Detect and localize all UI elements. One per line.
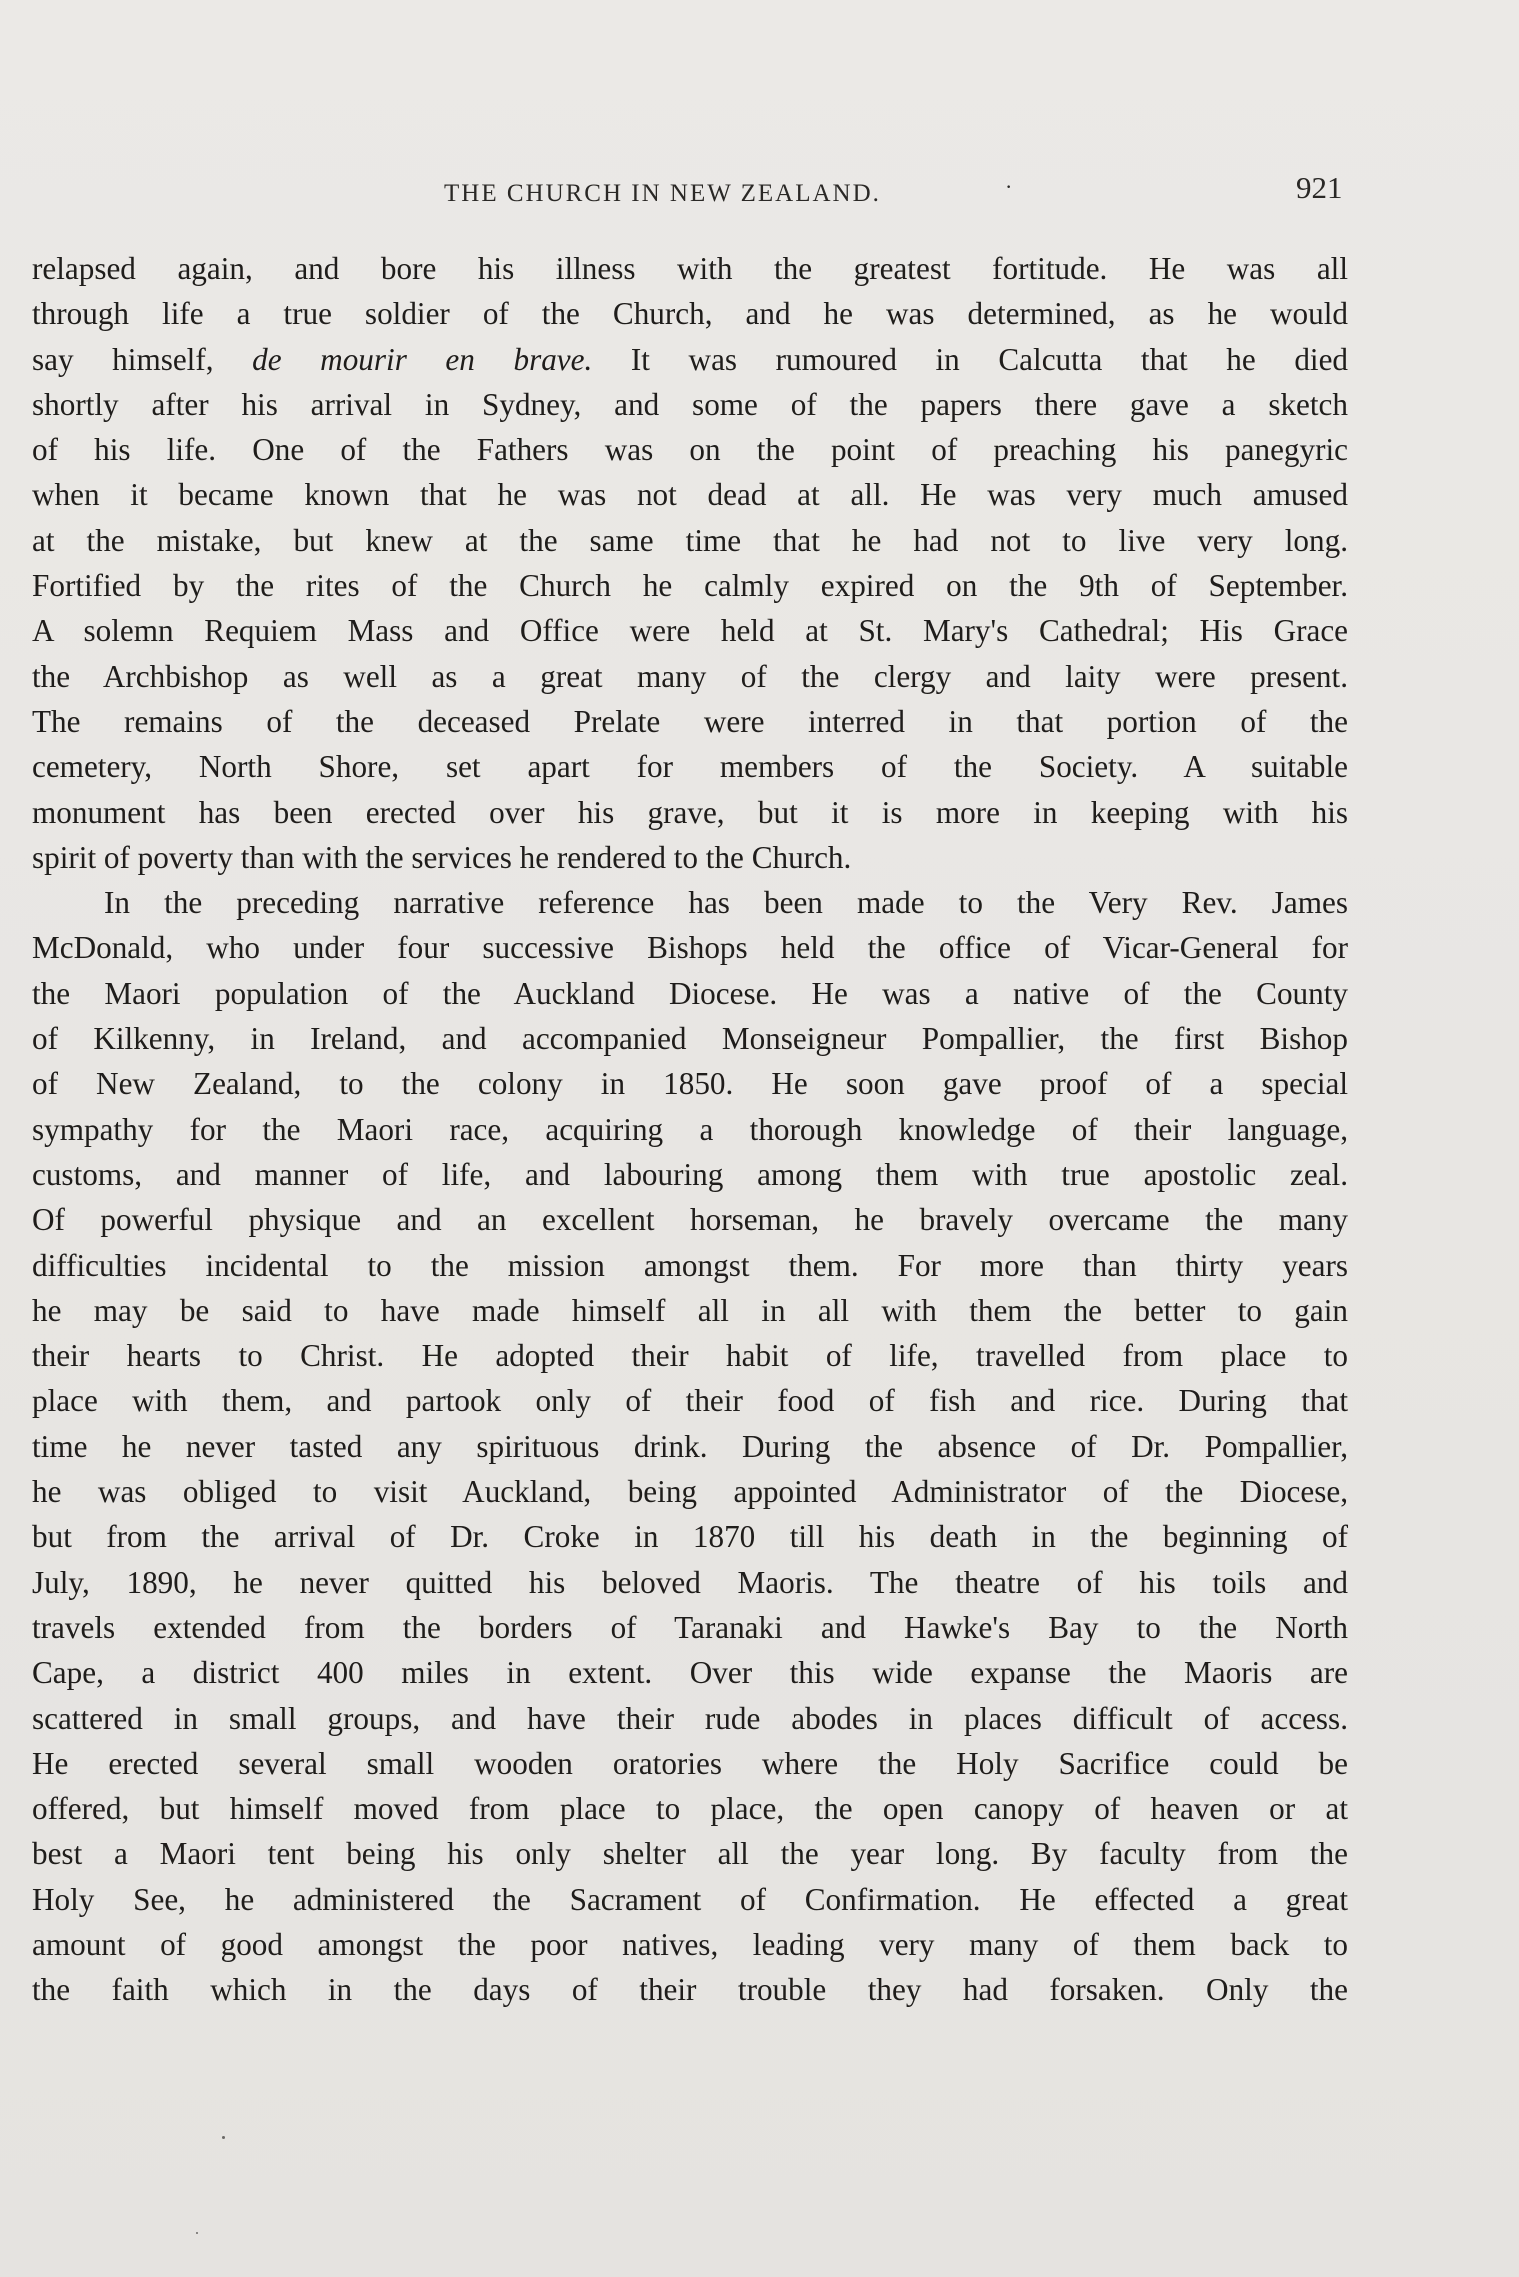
italic-phrase: de mourir en brave. — [252, 341, 593, 377]
text-line: Of powerful physique and an excellent horseman, he bravely overcame the many — [32, 1202, 1348, 1238]
text-line: he may be said to have made himself all in all with them the better to gain — [32, 1292, 1348, 1328]
text-line: of New Zealand, to the colony in 1850. He soon gave proof of a special — [32, 1066, 1348, 1102]
text-line: of his life. One of the Fathers was on the point of preaching his panegyric — [32, 432, 1348, 468]
text-line: July, 1890, he never quitted his beloved Maoris. The theatre of his toils and — [32, 1564, 1348, 1600]
paragraph-last-line: spirit of poverty than with the services he rendered to the Church. — [32, 839, 852, 875]
running-head-dot: · — [1005, 174, 1013, 199]
text-line: shortly after his arrival in Sydney, and some of the papers there gave a sketch — [32, 386, 1348, 422]
paper-speck — [222, 2136, 225, 2139]
text-line: offered, but himself moved from place to place, the open canopy of heaven or at — [32, 1791, 1348, 1827]
text-line: the faith which in the days of their trouble they had forsaken. Only the — [32, 1972, 1348, 2008]
text-segment: It was rumoured in Calcutta that he died — [592, 341, 1349, 377]
text-line: but from the arrival of Dr. Croke in 1870 till his death in the beginning of — [32, 1519, 1348, 1555]
text-line: the Maori population of the Auckland Diocese. He was a native of the County — [32, 975, 1348, 1011]
text-line: difficulties incidental to the mission amongst them. For more than thirty years — [32, 1247, 1348, 1283]
text-line: A solemn Requiem Mass and Office were held at St. Mary's Cathedral; His Grace — [32, 613, 1348, 649]
text-line: he was obliged to visit Auckland, being appointed Administrator of the Diocese, — [32, 1474, 1348, 1510]
text-line: The remains of the deceased Prelate were interred in that portion of the — [32, 703, 1348, 739]
text-line: at the mistake, but knew at the same time that he had not to live very long. — [32, 522, 1348, 558]
text-line: relapsed again, and bore his illness with the greatest fortitude. He was all — [32, 251, 1348, 286]
text-line: He erected several small wooden oratories where the Holy Sacrifice could be — [32, 1745, 1348, 1781]
text-line: through life a true soldier of the Church, and he was determined, as he would — [32, 296, 1348, 332]
body-text — [32, 246, 1348, 2013]
text-line: cemetery, North Shore, set apart for members of the Society. A suitable — [32, 749, 1348, 785]
text-line: best a Maori tent being his only shelter all the year long. By faculty from the — [32, 1836, 1348, 1872]
text-line: time he never tasted any spirituous drink. During the absence of Dr. Pompallier, — [32, 1428, 1348, 1464]
text-line: customs, and manner of life, and labouring among them with true apostolic zeal. — [32, 1156, 1348, 1192]
text-line — [32, 337, 1348, 382]
text-line: scattered in small groups, and have their rude abodes in places difficult of access. — [32, 1700, 1348, 1736]
text-line: Cape, a district 400 miles in extent. Over this wide expanse the Maoris are — [32, 1655, 1348, 1691]
running-title: THE CHURCH IN NEW ZEALAND. — [444, 180, 881, 207]
text-line: Fortified by the rites of the Church he calmly expired on the 9th of September. — [32, 568, 1348, 604]
text-line: monument has been erected over his grave, but it is more in keeping with his — [32, 794, 1348, 830]
text-line: travels extended from the borders of Taranaki and Hawke's Bay to the North — [32, 1609, 1348, 1645]
text-line: when it became known that he was not dead at all. He was very much amused — [32, 477, 1348, 513]
page-number: 921 — [1296, 170, 1343, 205]
paragraph-first-line: In the preceding narrative reference has been made to the Very Rev. James — [104, 885, 1348, 921]
text-line: amount of good amongst the poor natives, leading very many of them back to — [32, 1926, 1348, 1962]
text-line: place with them, and partook only of their food of fish and rice. During that — [32, 1383, 1348, 1419]
text-line: Holy See, he administered the Sacrament of Confirmation. He effected a great — [32, 1881, 1348, 1917]
text-line: McDonald, who under four successive Bishops held the office of Vicar-General for — [32, 930, 1348, 966]
text-line: their hearts to Christ. He adopted their habit of life, travelled from place to — [32, 1338, 1348, 1374]
text-line: of Kilkenny, in Ireland, and accompanied Monseigneur Pompallier, the first Bishop — [32, 1021, 1348, 1057]
text-line: the Archbishop as well as a great many of the clergy and laity were present. — [32, 658, 1348, 694]
text-line: sympathy for the Maori race, acquiring a thorough knowledge of their language, — [32, 1111, 1348, 1147]
paper-speck — [196, 2232, 198, 2234]
text-segment: say himself, — [32, 341, 253, 377]
